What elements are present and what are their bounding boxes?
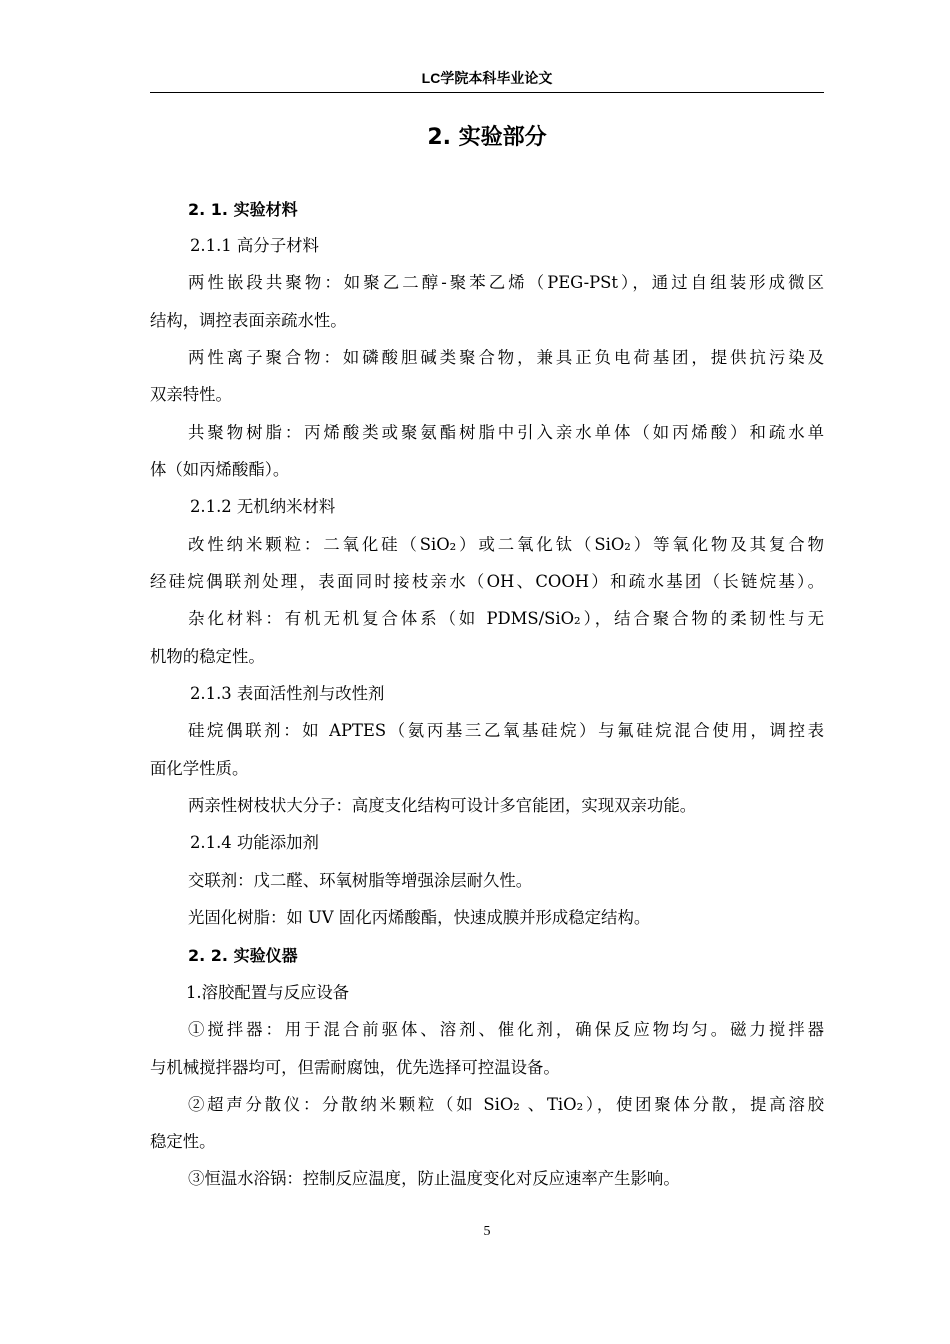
paragraph-line: 两性离子聚合物：如磷酸胆碱类聚合物，兼具正负电荷基团，提供抗污染及: [188, 348, 824, 367]
paragraph-line: 经硅烷偶联剂处理，表面同时接枝亲水（OH、COOH）和疏水基团（长链烷基）。: [150, 572, 824, 591]
running-header: LC学院本科毕业论文: [421, 70, 553, 86]
paragraph-line: 两性嵌段共聚物：如聚乙二醇-聚苯乙烯（PEG-PSt），通过自组装形成微区: [188, 273, 824, 292]
paragraph-line: 双亲特性。: [150, 385, 232, 404]
paragraph-line: 稳定性。: [150, 1132, 216, 1151]
subsection-heading-equipment: 1.溶胶配置与反应设备: [186, 983, 350, 1002]
paragraph-line: 机物的稳定性。: [150, 647, 265, 666]
paragraph-line: 结构，调控表面亲疏水性。: [150, 311, 347, 330]
paragraph-line: ②超声分散仪：分散纳米颗粒（如 SiO₂ 、TiO₂），使团聚体分散，提高溶胶: [188, 1095, 824, 1114]
section-heading-2-1: 2. 1. 实验材料: [188, 200, 298, 219]
paragraph-line: ①搅拌器：用于混合前驱体、溶剂、催化剂，确保反应物均匀。磁力搅拌器: [188, 1020, 824, 1039]
subsection-heading-2-1-1: 2.1.1 高分子材料: [190, 236, 319, 255]
subsection-heading-2-1-3: 2.1.3 表面活性剂与改性剂: [190, 684, 385, 703]
paragraph-line: 共聚物树脂：丙烯酸类或聚氨酯树脂中引入亲水单体（如丙烯酸）和疏水单: [188, 423, 824, 442]
paragraph-line: 硅烷偶联剂：如 APTES（氨丙基三乙氧基硅烷）与氟硅烷混合使用，调控表: [188, 721, 824, 740]
paragraph-line: 交联剂：戊二醛、环氧树脂等增强涂层耐久性。: [188, 871, 533, 890]
section-heading-2-2: 2. 2. 实验仪器: [188, 946, 298, 965]
paragraph-line: 面化学性质。: [150, 759, 249, 778]
paragraph-line: 两亲性树枝状大分子：高度支化结构可设计多官能团，实现双亲功能。: [188, 796, 697, 815]
paragraph-line: 改性纳米颗粒：二氧化硅（SiO₂）或二氧化钛（SiO₂）等氧化物及其复合物: [188, 535, 824, 554]
paragraph-line: 与机械搅拌器均可，但需耐腐蚀，优先选择可控温设备。: [150, 1058, 560, 1077]
subsection-heading-2-1-2: 2.1.2 无机纳米材料: [190, 497, 336, 516]
paragraph-line: ③恒温水浴锅：控制反应温度，防止温度变化对反应速率产生影响。: [188, 1169, 680, 1188]
chapter-title: 2. 实验部分: [427, 125, 547, 150]
subsection-heading-2-1-4: 2.1.4 功能添加剂: [190, 833, 319, 852]
paragraph-line: 杂化材料：有机无机复合体系（如 PDMS/SiO₂），结合聚合物的柔韧性与无: [188, 609, 824, 628]
header-divider: [150, 92, 824, 93]
paragraph-line: 体（如丙烯酸酯）。: [150, 460, 290, 479]
paragraph-line: 光固化树脂：如 UV 固化丙烯酸酯，快速成膜并形成稳定结构。: [188, 908, 651, 927]
page-number: 5: [483, 1224, 491, 1239]
